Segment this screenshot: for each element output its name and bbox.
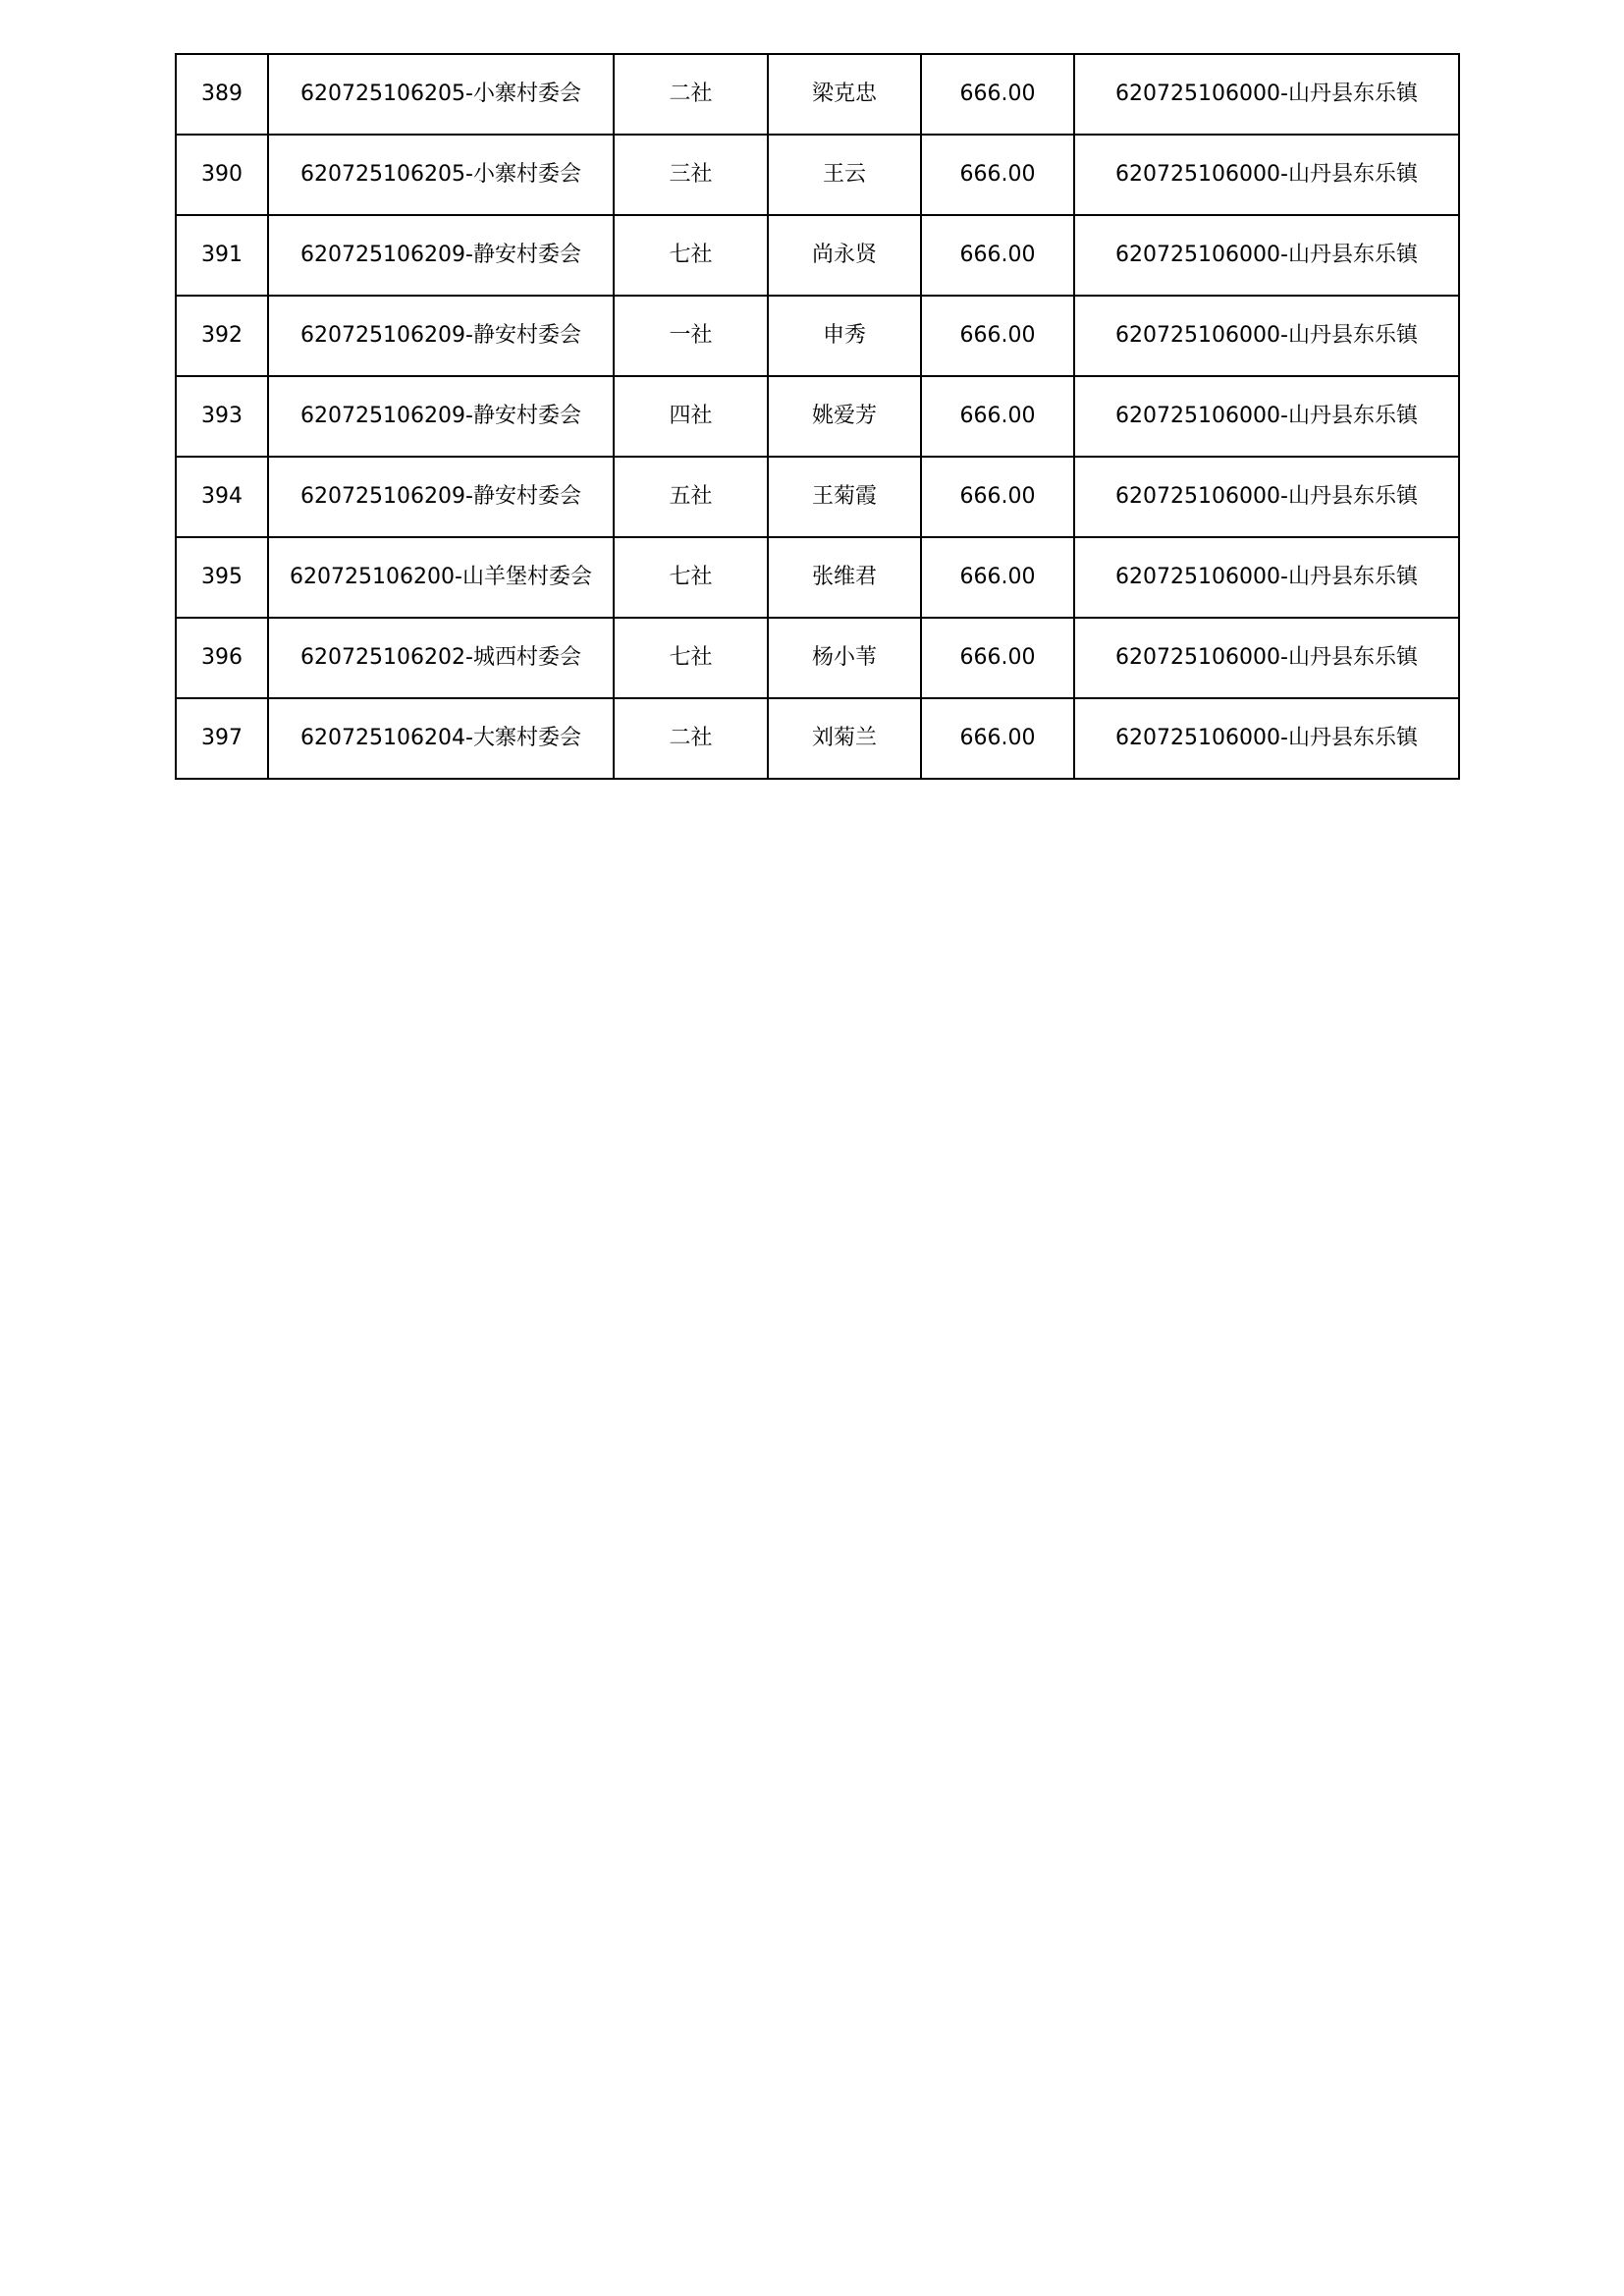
row-number: 394 — [176, 457, 268, 537]
recipient-name: 杨小苇 — [768, 618, 921, 698]
table-row — [176, 457, 1459, 537]
table-row — [176, 135, 1459, 215]
township: 620725106000-山丹县东乐镇 — [1074, 457, 1459, 537]
table-body — [176, 54, 1459, 779]
village-committee: 620725106209-静安村委会 — [268, 296, 614, 376]
table-row — [176, 698, 1459, 779]
table-row — [176, 376, 1459, 457]
row-number: 397 — [176, 698, 268, 779]
village-group: 一社 — [614, 296, 768, 376]
village-group: 五社 — [614, 457, 768, 537]
township: 620725106000-山丹县东乐镇 — [1074, 54, 1459, 135]
amount: 666.00 — [921, 376, 1074, 457]
recipient-name: 姚爱芳 — [768, 376, 921, 457]
village-committee: 620725106205-小寨村委会 — [268, 54, 614, 135]
recipient-name: 刘菊兰 — [768, 698, 921, 779]
village-group: 七社 — [614, 618, 768, 698]
row-number: 391 — [176, 215, 268, 296]
recipient-name: 王菊霞 — [768, 457, 921, 537]
table-row — [176, 215, 1459, 296]
recipient-name: 申秀 — [768, 296, 921, 376]
township: 620725106000-山丹县东乐镇 — [1074, 215, 1459, 296]
village-group: 三社 — [614, 135, 768, 215]
township: 620725106000-山丹县东乐镇 — [1074, 376, 1459, 457]
village-committee: 620725106209-静安村委会 — [268, 457, 614, 537]
amount: 666.00 — [921, 215, 1074, 296]
amount: 666.00 — [921, 296, 1074, 376]
recipient-name: 张维君 — [768, 537, 921, 618]
row-number: 393 — [176, 376, 268, 457]
village-committee: 620725106202-城西村委会 — [268, 618, 614, 698]
row-number: 392 — [176, 296, 268, 376]
township: 620725106000-山丹县东乐镇 — [1074, 135, 1459, 215]
village-committee: 620725106209-静安村委会 — [268, 376, 614, 457]
amount: 666.00 — [921, 457, 1074, 537]
amount: 666.00 — [921, 698, 1074, 779]
village-group: 二社 — [614, 54, 768, 135]
table-row — [176, 296, 1459, 376]
recipient-name: 梁克忠 — [768, 54, 921, 135]
row-number: 396 — [176, 618, 268, 698]
village-committee: 620725106205-小寨村委会 — [268, 135, 614, 215]
village-group: 七社 — [614, 215, 768, 296]
subsidy-roster-table — [175, 53, 1460, 780]
village-committee: 620725106200-山羊堡村委会 — [268, 537, 614, 618]
table-row — [176, 54, 1459, 135]
township: 620725106000-山丹县东乐镇 — [1074, 618, 1459, 698]
township: 620725106000-山丹县东乐镇 — [1074, 296, 1459, 376]
village-group: 七社 — [614, 537, 768, 618]
amount: 666.00 — [921, 54, 1074, 135]
village-group: 四社 — [614, 376, 768, 457]
recipient-name: 尚永贤 — [768, 215, 921, 296]
village-group: 二社 — [614, 698, 768, 779]
row-number: 395 — [176, 537, 268, 618]
recipient-name: 王云 — [768, 135, 921, 215]
row-number: 389 — [176, 54, 268, 135]
table-row — [176, 618, 1459, 698]
village-committee: 620725106204-大寨村委会 — [268, 698, 614, 779]
amount: 666.00 — [921, 537, 1074, 618]
township: 620725106000-山丹县东乐镇 — [1074, 698, 1459, 779]
table-row — [176, 537, 1459, 618]
row-number: 390 — [176, 135, 268, 215]
township: 620725106000-山丹县东乐镇 — [1074, 537, 1459, 618]
amount: 666.00 — [921, 135, 1074, 215]
village-committee: 620725106209-静安村委会 — [268, 215, 614, 296]
amount: 666.00 — [921, 618, 1074, 698]
